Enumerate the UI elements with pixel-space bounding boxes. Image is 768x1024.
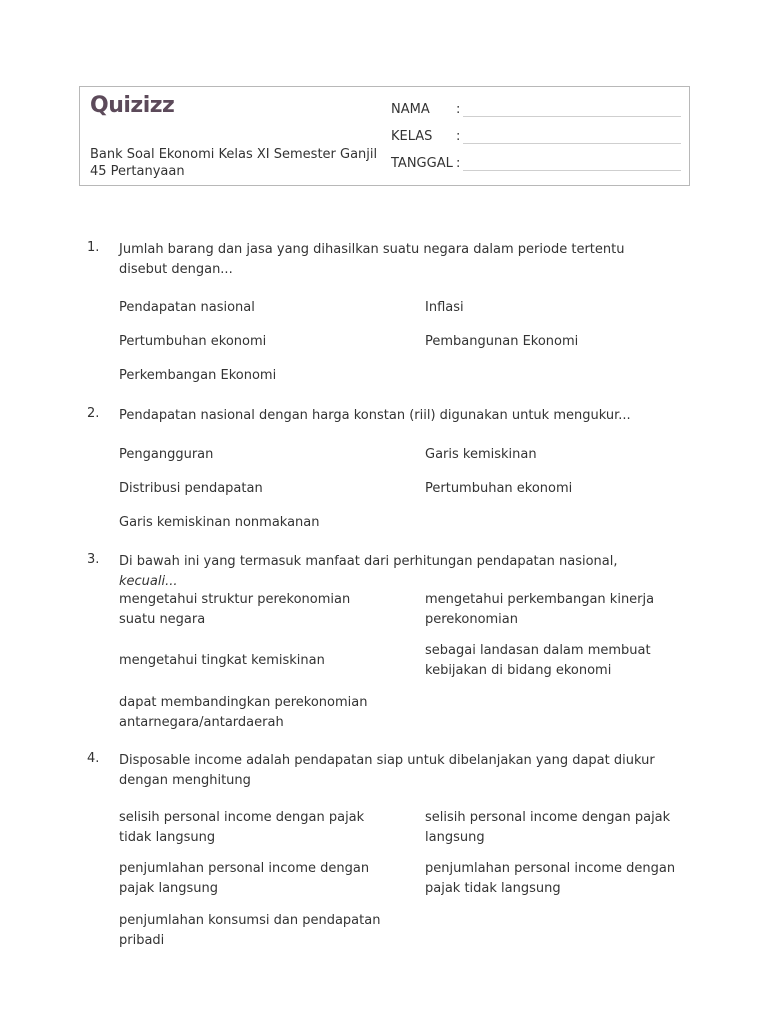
question-text: Jumlah barang dan jasa yang dihasilkan suatu negara dalam periode tertentu disebut dengan... bbox=[119, 242, 625, 277]
option-c[interactable]: Pertumbuhan ekonomi bbox=[119, 334, 267, 349]
option-e[interactable]: penjumlahan konsumsi dan pendapatan pribadi bbox=[119, 913, 381, 948]
question-count: 45 Pertanyaan bbox=[90, 164, 185, 179]
option-b[interactable]: selisih personal income dengan pajak langsung bbox=[425, 810, 671, 845]
option-c[interactable]: mengetahui tingkat kemiskinan bbox=[119, 653, 325, 668]
question-text-emphasis: kecuali... bbox=[119, 573, 178, 589]
class-line[interactable] bbox=[463, 143, 681, 144]
quizizz-logo: Quizizz bbox=[90, 93, 175, 118]
name-line[interactable] bbox=[463, 116, 681, 117]
option-a[interactable]: mengetahui struktur perekonomian suatu negara bbox=[119, 592, 351, 627]
class-field bbox=[391, 129, 461, 144]
option-a[interactable]: Pendapatan nasional bbox=[119, 300, 255, 315]
question-text: Pendapatan nasional dengan harga konstan (riil) digunakan untuk mengukur... bbox=[119, 408, 631, 423]
question-number: 1. bbox=[87, 240, 100, 255]
option-e[interactable]: dapat membandingkan perekonomian antarnegara/antardaerah bbox=[119, 695, 368, 730]
date-sep: : bbox=[456, 156, 461, 171]
option-a[interactable]: Pengangguran bbox=[119, 447, 214, 462]
option-e[interactable]: Garis kemiskinan nonmakanan bbox=[119, 515, 320, 530]
question-text: Disposable income adalah pendapatan siap untuk dibelanjakan yang dapat diukur dengan menghitung bbox=[119, 753, 655, 788]
worksheet-title: Bank Soal Ekonomi Kelas XI Semester Ganjil bbox=[90, 147, 378, 162]
question-text bbox=[119, 552, 659, 591]
option-b[interactable]: Inflasi bbox=[425, 300, 464, 315]
name-field bbox=[391, 102, 461, 117]
option-d[interactable]: sebagai landasan dalam membuat kebijakan di bidang ekonomi bbox=[425, 643, 651, 678]
option-c[interactable]: Distribusi pendapatan bbox=[119, 481, 263, 496]
option-c[interactable]: penjumlahan personal income dengan pajak langsung bbox=[119, 861, 370, 896]
class-sep: : bbox=[456, 129, 461, 144]
option-b[interactable]: mengetahui perkembangan kinerja perekonomian bbox=[425, 592, 655, 627]
option-e[interactable]: Perkembangan Ekonomi bbox=[119, 368, 277, 383]
name-sep: : bbox=[456, 102, 461, 117]
class-label: KELAS bbox=[391, 129, 433, 144]
date-line[interactable] bbox=[463, 170, 681, 171]
question-number: 4. bbox=[87, 751, 100, 766]
worksheet-header bbox=[79, 86, 690, 186]
option-d[interactable]: Pertumbuhan ekonomi bbox=[425, 481, 573, 496]
option-d[interactable]: penjumlahan personal income dengan pajak tidak langsung bbox=[425, 861, 676, 896]
option-b[interactable]: Garis kemiskinan bbox=[425, 447, 537, 462]
question-number: 3. bbox=[87, 552, 100, 567]
question-number: 2. bbox=[87, 406, 100, 421]
date-field bbox=[391, 156, 461, 171]
date-label: TANGGAL bbox=[391, 156, 453, 171]
option-a[interactable]: selisih personal income dengan pajak tidak langsung bbox=[119, 810, 365, 845]
option-d[interactable]: Pembangunan Ekonomi bbox=[425, 334, 579, 349]
name-label: NAMA bbox=[391, 102, 430, 117]
question-text-main: Di bawah ini yang termasuk manfaat dari perhitungan pendapatan nasional, bbox=[119, 554, 618, 569]
